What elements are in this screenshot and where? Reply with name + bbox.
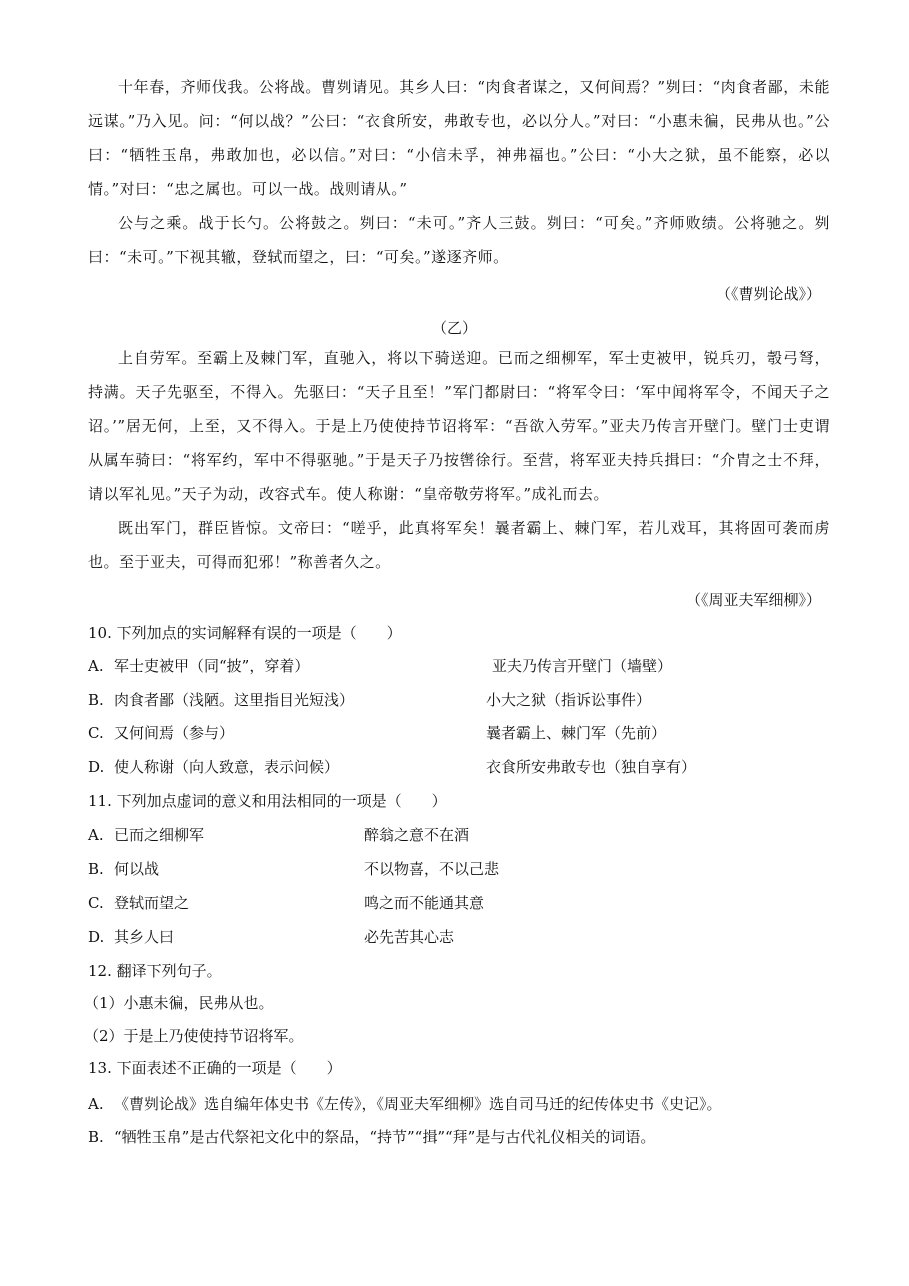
q10-option-c-right: 曩者霸上、棘门军（先前） bbox=[486, 724, 667, 742]
q10-option-a-left bbox=[88, 656, 309, 676]
passage-yi-label: （乙） bbox=[431, 319, 477, 337]
option-letter: C. bbox=[88, 894, 104, 912]
q11-option-c-right: 鸣之而不能通其意 bbox=[364, 894, 485, 912]
option-letter: B. bbox=[88, 1128, 104, 1146]
q10-option-a-right: 亚夫乃传言开壁门（墙壁） bbox=[492, 657, 673, 675]
passage-jia-paragraph-1: 十年春，齐师伐我。公将战。曹刿请见。其乡人曰：“肉食者谋之，又何间焉？”刿曰：“肉食者鄙，未能远谋。”乃入见。问：“何以战？”公曰：“衣食所安，弗敢专也，必以分人。”对曰：“小惠未徧，民弗从也。”公曰：“牺牲玉帛，弗敢加也，必以信。”对曰：“小信未孚，神弗福也。”公曰：“小大之狱，虽不能察，必以情。”对曰：“忠之属也。可以一战。战则请从。” bbox=[88, 78, 830, 198]
option-letter: B. bbox=[88, 691, 104, 709]
option-letter: A. bbox=[88, 1095, 104, 1113]
option-text: 军士吏被甲（同“披”，穿着） bbox=[114, 657, 310, 675]
q11-option-b-left bbox=[88, 859, 159, 879]
q12-item-2: （2）于是上乃使使持节诏将军。 bbox=[84, 1027, 304, 1045]
question-10-stem: 10. 下列加点的实词解释有误的一项是（ ） bbox=[88, 624, 402, 642]
q13-option-a bbox=[88, 1094, 722, 1114]
option-letter: D. bbox=[88, 758, 105, 776]
q11-option-c-left bbox=[88, 893, 189, 913]
passage-jia-source: （《曹刿论战》） bbox=[715, 285, 821, 303]
option-text: 《曹刿论战》选自编年体史书《左传》，《周亚夫军细柳》选自司马迁的纪传体史书《史记》。 bbox=[114, 1095, 722, 1113]
question-11-stem: 11. 下列加点虚词的意义和用法相同的一项是（ ） bbox=[88, 792, 447, 810]
q11-option-d-left bbox=[88, 927, 174, 947]
q10-option-c-left bbox=[88, 723, 234, 743]
q12-item-1: （1）小惠未徧，民弗从也。 bbox=[84, 994, 274, 1012]
question-13-stem: 13. 下面表述不正确的一项是（ ） bbox=[88, 1059, 342, 1077]
option-text: 登轼而望之 bbox=[114, 894, 190, 912]
option-text: 肉食者鄙（浅陋。这里指目光短浅） bbox=[114, 691, 355, 709]
question-12-stem: 12. 翻译下列句子。 bbox=[88, 962, 222, 980]
option-text: 何以战 bbox=[114, 860, 160, 878]
option-letter: C. bbox=[88, 724, 104, 742]
option-text: 又何间焉（参与） bbox=[114, 724, 235, 742]
passage-yi-source: （《周亚夫军细柳》） bbox=[685, 591, 821, 609]
option-letter: B. bbox=[88, 860, 104, 878]
option-text: 其乡人曰 bbox=[114, 928, 175, 946]
q10-option-b-left bbox=[88, 690, 354, 710]
q11-option-a-left bbox=[88, 825, 204, 845]
option-letter: D. bbox=[88, 928, 105, 946]
q10-option-d-right: 衣食所安弗敢专也（独自享有） bbox=[486, 758, 697, 776]
q11-option-d-right: 必先苦其心志 bbox=[364, 928, 455, 946]
passage-jia-paragraph-2: 公与之乘。战于长勺。公将鼓之。刿曰：“未可。”齐人三鼓。刿曰：“可矣。”齐师败绩。公将驰之。刿曰：“未可。”下视其辙，登轼而望之，曰：“可矣。”遂逐齐师。 bbox=[88, 214, 830, 266]
passage-yi-paragraph-1: 上自劳军。至霸上及棘门军，直驰入，将以下骑送迎。已而之细柳军，军士吏被甲，锐兵刃，彀弓弩，持满。天子先驱至，不得入。先驱曰：“天子且至！”军门都尉曰：“将军令曰：‘军中闻将军令，不闻天子之诏。’”居无何，上至，又不得入。于是上乃使使持节诏将军：“吾欲入劳军。”亚夫乃传言开壁门。壁门士吏谓从属车骑曰：“将军约，军中不得驱驰。”于是天子乃按辔徐行。至营，将军亚夫持兵揖曰：“介胄之士不拜，请以军礼见。”天子为动，改容式车。使人称谢：“皇帝敬劳将军。”成礼而去。 bbox=[88, 349, 830, 503]
q11-option-b-right: 不以物喜，不以己悲 bbox=[364, 860, 500, 878]
option-text: 使人称谢（向人致意，表示问候） bbox=[114, 758, 340, 776]
q10-option-d-left bbox=[88, 757, 339, 777]
q13-option-b bbox=[88, 1127, 655, 1147]
q11-option-a-right: 醉翁之意不在酒 bbox=[364, 826, 470, 844]
option-letter: A. bbox=[88, 826, 104, 844]
q10-option-b-right: 小大之狱（指诉讼事件） bbox=[486, 691, 652, 709]
passage-yi-paragraph-2: 既出军门，群臣皆惊。文帝曰：“嗟乎，此真将军矣！曩者霸上、棘门军，若儿戏耳，其将固可袭而虏也。至于亚夫，可得而犯邪！”称善者久之。 bbox=[88, 519, 830, 571]
option-text: 已而之细柳军 bbox=[114, 826, 205, 844]
option-letter: A. bbox=[88, 657, 104, 675]
option-text: “牺牲玉帛”是古代祭祀文化中的祭品，“持节”“揖”“拜”是与古代礼仪相关的词语。 bbox=[114, 1128, 656, 1146]
